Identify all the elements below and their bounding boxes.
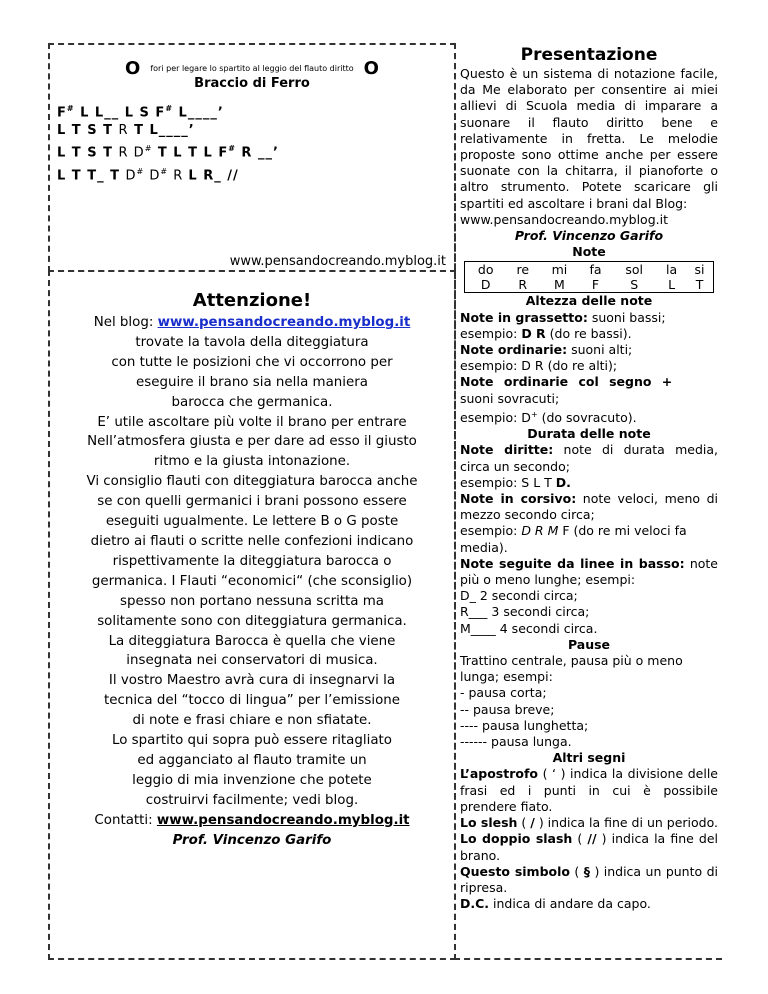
rests-title: Pause [567, 636, 611, 652]
pitch-normal: Note ordinarie: suoni alti; [460, 342, 633, 358]
presentation-text: Questo è un sistema di notazione facile, da Me elaborato per consentire ai miei allievi di Scuola media di imparare a suonare il flauto diritto bene e relativamente in fretta. Le melodie proposte sono ottime anche per essere suonate con la chitarra, il pianoforte o altro strumento. Potete scaricare gli spartiti ed ascoltare i brani dal Blog: [460, 66, 718, 211]
attention-text: Nel blog: www.pensandocreando.myblog.it trovate la tavola della diteggiatura con tutte le posizioni che vi occorrono per eseguire il brano sia nella maniera barocca che germanica. E’ utile ascoltare più volte il brano per entrare Nell’atmosfera giusta e per dare ad esso il giusto ritmo e la giusta intonazione. Vi consiglio flauti con diteggiatura barocca anche se con quelli germanici i brani possono essere eseguiti ugualmente. Le lettere B o G poste dietro ai flauti o scritte nelle confezioni indicano rispettivamente la diteggiatura barocca o germanica. I Flauti “economici“ (che sconsiglio) spesso non portano nessuna scritta ma solitamente sono con diteggiatura germanica. La diteggiatura Barocca è quella che viene insegnata nei conservatori di musica. Il vostro Maestro avrà cura di insegnarvi la tecnica del “tocco di lingua” per l’emissione di note e frasi chiare e non sfiatate. Lo spartito qui sopra può essere ritagliato ed agganciato al flauto tramite un leggio di mia invenzione che potete costruirvi facilmente; vedi blog. Contatti: www.pensandocreando.myblog.it Prof. Vincenzo Garifo [50, 313, 454, 850]
notes-names-row: do re mi fa sol la si [477, 262, 705, 278]
sign-apostrophe: L’apostrofo ( ‘ ) indica la divisione delle frasi ed i punti in cui è possibile prendere fiato. [460, 766, 718, 814]
sign-double-slash: Lo doppio slash ( // ) indica la fine del brano. [460, 831, 719, 863]
duration-italic: Note in corsivo: note veloci, meno di mezzo secondo circa; [460, 491, 718, 523]
score-line-1: F# L L__ L S F# L____’ [57, 104, 224, 121]
score-line-2: L T S T R T L____’ [57, 123, 195, 139]
legend-column: Presentazione Questo è un sistema di notazione facile, da Me elaborato per consentire ai miei allievi di Scuola media di imparare a suonare il flauto diritto bene e relativamente in fretta. Le melodie proposte sono ottime anche per essere suonate con la chitarra, il pianoforte o altro strumento. Potete scaricare gli spartiti ed ascoltare i brani dal Blog: www.pensandocreando.myblog.it Prof. Vincenzo Garifo Note do re mi fa sol la si D R M F S L T Altezza delle note Note in grassetto: suoni bassi; esempio: D R (do re bassi). Note ordinarie: suoni alti; esempio: D R (do re alti); Note ordinarie col segno + suoni sovracuti; esempio: D+ (do sovracuto). Durata delle note Note diritte: note di durata media, circa un secondo; esempio: S L T D. Note in corsivo: note veloci, meno di mezzo secondo circa; esempio: D R M F (do re mi veloci fa media). Note seguite da linee in basso: note più o meno lunghe; esempi: D_ 2 secondi circa; R___ 3 secondi circa; M____ 4 secondi circa. Pause Trattino centrale, pausa più o meno lunga; esempi: - pausa corta; -- pausa breve; ---- pausa lunghetta; ------ pausa lunga. Altri segni L’apostrofo ( ‘ ) indica la divisione delle frasi ed i punti in cui è possibile prendere fiato. Lo slesh ( / ) indica la fine di un periodo. Lo doppio slash ( // ) indica la fine del brano. Questo simbolo ( § ) indica un punto di ripresa. D.C. indica di andare da capo. [460, 45, 719, 912]
duration-straight: Note diritte: note di durata media, circa un secondo; [460, 442, 719, 474]
attention-signature: Prof. Vincenzo Garifo [172, 832, 332, 848]
sign-dc: D.C. indica di andare da capo. [460, 896, 651, 912]
song-title: Braccio di Ferro [194, 76, 310, 91]
column-divider [454, 43, 456, 960]
bottom-divider [454, 958, 722, 960]
presentation-url[interactable]: www.pensandocreando.myblog.it [460, 211, 668, 227]
notes-table [464, 261, 714, 293]
hole-left: O [125, 58, 141, 79]
score-line-3: L T S T R D# T L T L F# R __’ [57, 144, 279, 161]
pitch-title: Altezza delle note [525, 293, 653, 309]
contacts-link[interactable]: www.pensandocreando.myblog.it [156, 812, 410, 828]
pitch-bold: Note in grassetto: suoni bassi; [460, 309, 666, 325]
blog-link[interactable]: www.pensandocreando.myblog.it [157, 315, 411, 330]
hole-right: O [363, 58, 379, 79]
sign-slash: Lo slesh ( / ) indica la fine di un periodo. [460, 815, 718, 831]
sign-section: Questo simbolo ( § ) indica un punto di ripresa. [460, 863, 718, 895]
rests-intro: Trattino centrale, pausa più o meno lunga; esempi: [460, 653, 683, 685]
notes-letters-row: D R M F S L T [480, 277, 704, 293]
signs-title: Altri segni [552, 750, 626, 766]
notes-title: Note [572, 244, 606, 260]
score-line-4: L T T_ T D# D# R L R_ // [57, 166, 239, 183]
attention-title: Attenzione! [192, 290, 312, 311]
duration-title: Durata delle note [527, 426, 651, 442]
blog-url-top[interactable]: www.pensandocreando.myblog.it [229, 254, 446, 269]
presentation-title: Presentazione [520, 45, 658, 65]
presentation-signature: Prof. Vincenzo Garifo [514, 228, 664, 244]
hole-instruction: fori per legare lo spartito al leggio del flauto diritto [150, 64, 354, 73]
score-notation [57, 100, 279, 185]
pitch-plus: Note ordinarie col segno + [460, 374, 673, 390]
duration-lines: Note seguite da linee in basso: note più o meno lunghe; esempi: [460, 555, 718, 588]
